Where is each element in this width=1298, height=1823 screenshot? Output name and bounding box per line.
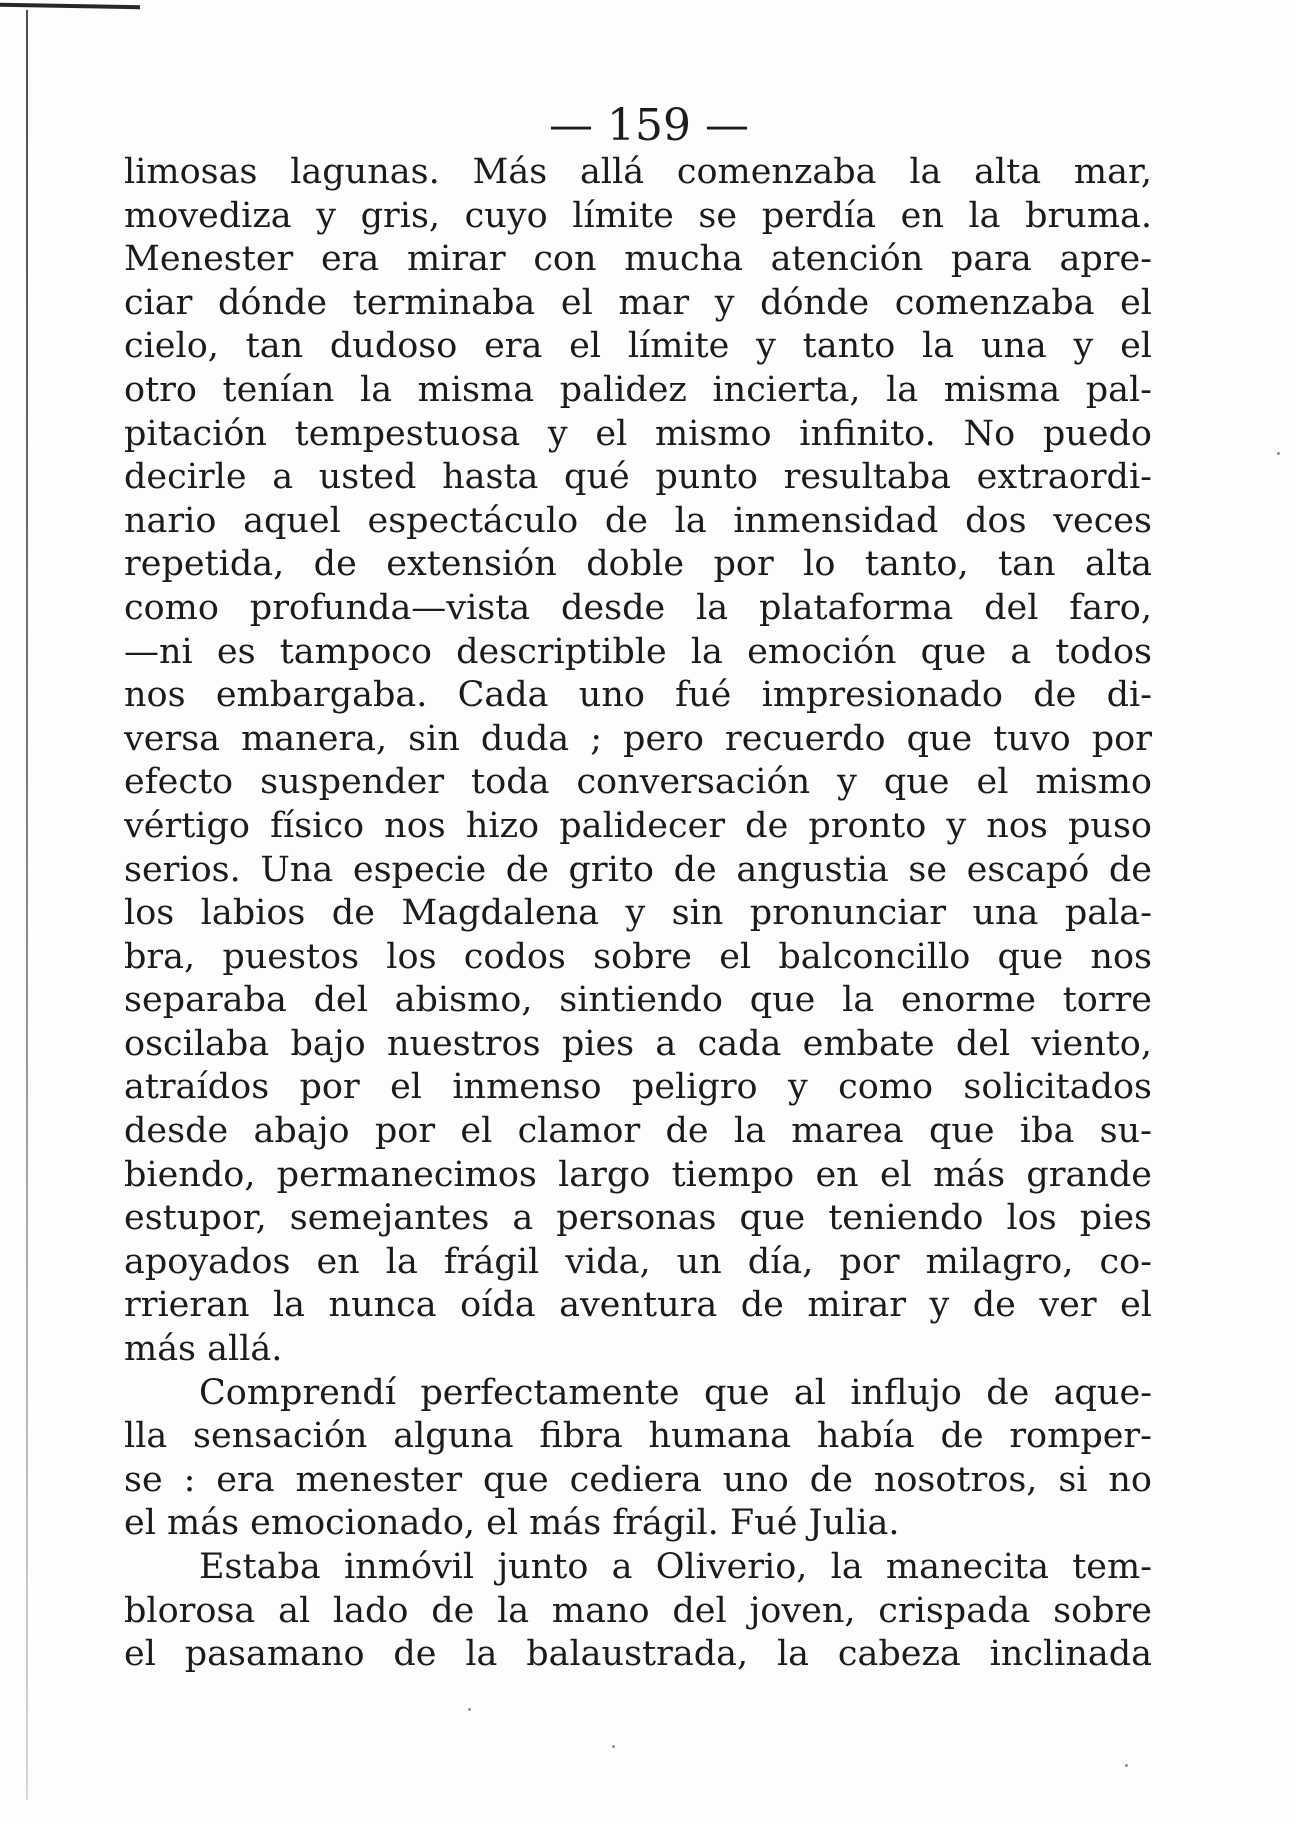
text-line: decirle a usted hasta qué punto resultaba extraordi- xyxy=(124,457,1152,498)
text-line: el más emocionado, el más frágil. Fué Julia. xyxy=(124,1503,900,1544)
text-line: movediza y gris, cuyo límite se perdía en la bruma. xyxy=(124,195,1152,236)
scan-speck xyxy=(468,1708,471,1711)
text-line: versa manera, sin duda ; pero recuerdo que tuvo por xyxy=(124,718,1152,759)
text-line: desde abajo por el clamor de la marea que iba su- xyxy=(124,1111,1152,1152)
text-line: estupor, semejantes a personas que teniendo los pies xyxy=(124,1198,1152,1239)
text-line: Comprendí perfectamente que al influjo de aque- xyxy=(199,1372,1152,1413)
text-line: —ni es tampoco descriptible la emoción que a todos xyxy=(124,631,1152,672)
text-line: cielo, tan dudoso era el límite y tanto la una y el xyxy=(124,326,1152,367)
text-line: otro tenían la misma palidez incierta, la misma pal- xyxy=(124,369,1152,410)
body-text xyxy=(124,151,1152,1677)
scan-speck xyxy=(1125,1764,1128,1767)
text-line: serios. Una especie de grito de angustia se escapó de xyxy=(124,849,1152,890)
text-line: ciar dónde terminaba el mar y dónde comenzaba el xyxy=(124,282,1152,323)
text-line: efecto suspender toda conversación y que el mismo xyxy=(124,762,1152,803)
text-line: repetida, de extensión doble por lo tanto, tan alta xyxy=(124,544,1152,585)
text-line: limosas lagunas. Más allá comenzaba la alta mar, xyxy=(124,152,1152,192)
text-line: más allá. xyxy=(124,1329,283,1370)
text-line: nos embargaba. Cada uno fué impresionado de di- xyxy=(124,675,1152,716)
text-line: el pasamano de la balaustrada, la cabeza inclinada xyxy=(124,1634,1152,1675)
text-line: bra, puestos los codos sobre el balconcillo que nos xyxy=(124,936,1152,977)
text-line: como profunda—vista desde la plataforma del faro, xyxy=(124,587,1152,628)
page-number: — 159 — xyxy=(549,100,749,151)
text-line: Estaba inmóvil junto a Oliverio, la manecita tem- xyxy=(199,1547,1152,1587)
text-line: rrieran la nunca oída aventura de mirar y de ver el xyxy=(124,1285,1152,1326)
text-line: Menester era mirar con mucha atención para apre- xyxy=(124,239,1152,280)
text-line: separaba del abismo, sintiendo que la enorme torre xyxy=(124,980,1152,1021)
scan-edge-left xyxy=(26,10,28,1800)
text-line: oscilaba bajo nuestros pies a cada embate del viento, xyxy=(124,1023,1152,1064)
text-line: vértigo físico nos hizo palidecer de pronto y nos puso xyxy=(124,805,1152,846)
text-line: blorosa al lado de la mano del joven, crispada sobre xyxy=(124,1590,1152,1631)
text-line: lla sensación alguna fibra humana había de romper- xyxy=(124,1416,1152,1457)
scan-speck xyxy=(612,1745,615,1748)
text-line: atraídos por el inmenso peligro y como solicitados xyxy=(124,1067,1152,1108)
text-line: pitación tempestuosa y el mismo infinito. No puedo xyxy=(124,413,1152,454)
scan-speck xyxy=(1277,452,1280,455)
text-line: se : era menester que cediera uno de nosotros, si no xyxy=(124,1459,1152,1500)
scan-edge-top xyxy=(0,3,140,17)
text-line: biendo, permanecimos largo tiempo en el más grande xyxy=(124,1154,1152,1195)
text-line: los labios de Magdalena y sin pronunciar una pala- xyxy=(124,893,1152,934)
text-line: apoyados en la frágil vida, un día, por milagro, co- xyxy=(124,1241,1152,1282)
text-line: nario aquel espectáculo de la inmensidad dos veces xyxy=(124,500,1152,541)
